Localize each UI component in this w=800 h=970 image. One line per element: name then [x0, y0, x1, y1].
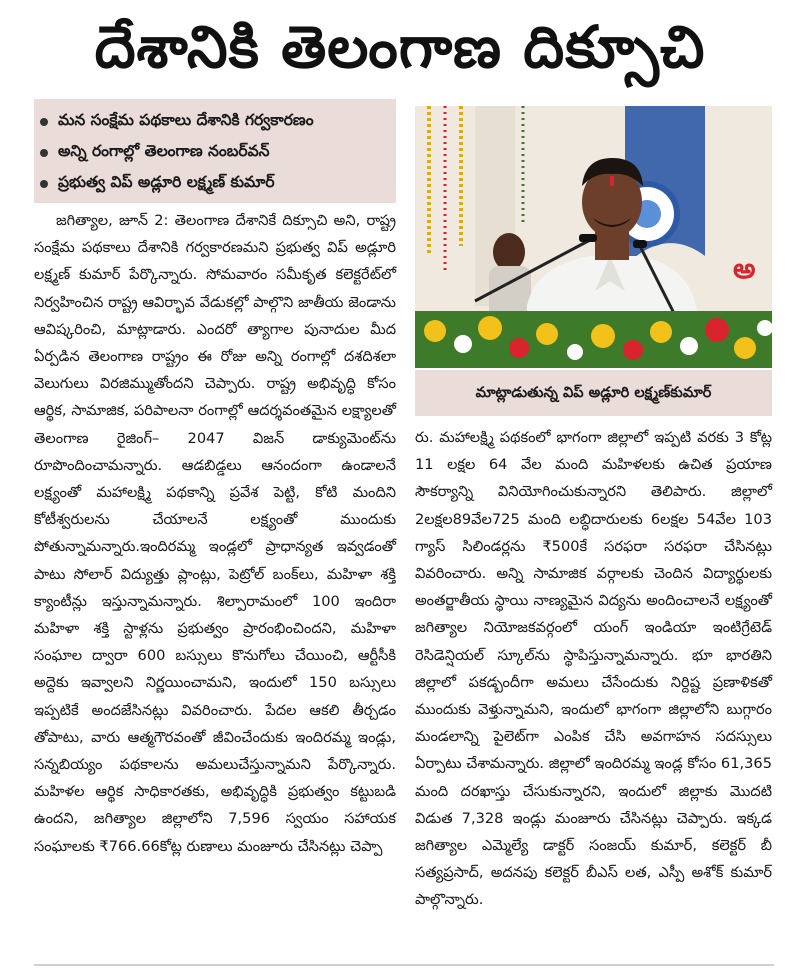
bullet-icon: [40, 180, 48, 188]
article-paragraph: రు. మహాలక్ష్మి పథకంలో భాగంగా జిల్లాలో ఇప్పటి వరకు 3 కోట్ల 11 లక్షల 64 వేల మంది మహిళలకు ఉచిత ప్రయాణ సౌకర్యాన్ని వినియోగించుకున్నారని తెలిపారు. జిల్లాలో 2లక్షల89వేల725 మంది లబ్ధిదారులకు 6లక్షల 54వేల 103 గ్యాస్ సిలిండర్లను ₹500కే సరఫరా సరఫరా చేసినట్లు వివరించారు. అన్ని సామాజిక వర్గాలకు చెందిన విద్యార్థులకు అంతర్జాతీయ స్థాయి నాణ్యమైన విద్యను అందించాలనే లక్ష్యంతో జగిత్యాల నియోజకవర్గంలో యంగ్ ఇండియా ఇంటిగ్రేటెడ్ రెసిడెన్షియల్ స్కూల్‌ను స్థాపిస్తున్నామన్నారు. భూ భారతిని జిల్లాలో పకడ్బందీగా అమలు చేసేందుకు నిర్దిష్ట ప్రణాళికతో ముందుకు వెళ్తున్నామని, ఇందులో భాగంగా జిల్లాలోని బుగ్గారం మండలాన్ని పైలెట్‌గా ఎంపిక చేసి అవగాహన సదస్సులు ఏర్పాటు చేశామన్నారు. జిల్లాలో ఇందిరమ్మ ఇండ్ల కోసం 61,365 మంది దరఖాస్తు చేసుకున్నారని, ఇందులో జిల్లాకు మొదటి విడుత 7,328 ఇండ్లు మంజూరు చేసినట్లు చెప్పారు. ఇక్కడ జగిత్యాల ఎమ్మెల్యే డాక్టర్ సంజయ్ కుమార్, కలెక్టర్ బీ సత్యప్రసాద్, అదనపు కలెక్టర్ బీఎస్ లత, ఎస్పీ అశోక్ కుమార్ పాల్గొన్నారు.: [415, 429, 772, 909]
article-paragraph: జగిత్యాల, జూన్ 2: తెలంగాణ దేశానికే దిక్సూచి అని, రాష్ట్ర సంక్షేమ పథకాలు దేశానికి గర్వకారణమని ప్రభుత్వ విప్ అడ్లూరి లక్ష్మణ్ కుమార్ పేర్కొన్నారు. సోమవారం సమీకృత కలెక్టరేట్‌లో నిర్వహించిన రాష్ట్ర ఆవిర్భావ వేడుకల్లో పాల్గొని జాతీయ జెండాను ఆవిష్కరించి, మాట్లాడారు. ఎందరో త్యాగాల పునాదుల మీద ఏర్పడిన తెలంగాణ రాష్ట్రం ఈ రోజు అన్ని రంగాల్లో దశదిశలా వెలుగులు విరజిమ్ముతోందని చెప్పారు. రాష్ట్ర అభివృద్ధి కోసం ఆర్థిక, సామాజిక, పరిపాలనా రంగాల్లో ఆదర్శవంతమైన లక్ష్యాలతో తెలంగాణ రైజింగ్– 2047 విజన్ డాక్యుమెంట్‌ను రూపొందించామన్నారు. ఆడబిడ్డలు ఆనందంగా ఉండాలనే లక్ష్యంతో మహాలక్ష్మి పథకాన్ని ప్రవేశ పెట్టి, కోటి మందిని కోటీశ్వరులను చేయాలనే లక్ష్యంతో ముందుకు పోతున్నామన్నారు.ఇందిరమ్మ ఇండ్లలో ప్రాధాన్యత ఇవ్వడంతో పాటు సోలార్ విద్యుత్తు ప్లాంట్లు, పెట్రోల్ బంక్‌లు, మహిళా శక్తి క్యాంటీన్లు ఇస్తున్నామన్నారు. శిల్పారామంలో 100 ఇందిరా మహిళా శక్తి స్టాళ్లను ప్రభుత్వం ప్రారంభించిందని, మహిళా సంఘాల ద్వారా 600 బస్సులు కొనుగోలు చేయించి, ఆర్టీసీకి అద్దెకు ఇవ్వాలని నిర్ణయించామని, ఇందులో 150 బస్సులు ఇప్పటికే అందజేసినట్లు వివరించారు. పేదల ఆకలి తీర్చడం తోపాటు, వారు ఆత్మగౌరవంతో జీవించేందుకు ఇందిరమ్మ ఇండ్లు, సన్నబియ్యం పథకాలను అమలుచేస్తున్నామని పేర్కొన్నారు. మహిళల ఆర్థిక సాధికారతకు, అభివృద్ధికి ప్రభుత్వం కట్టుబడి ఉందని, జగిత్యాల జిల్లాలోని 7,596 స్వయం సహాయక సంఘాలకు ₹766.66కోట్ల రుణాలు మంజూరు చేసినట్లు చెప్పా: [34, 212, 396, 855]
bottom-divider: [34, 964, 774, 966]
highlights-box: [34, 99, 396, 203]
article-column-left: [34, 207, 396, 957]
highlight-item: [34, 137, 396, 168]
highlight-text: ప్రభుత్వ విప్ అడ్లూరి లక్ష్మణ్ కుమార్: [58, 172, 275, 191]
highlight-item: [34, 168, 396, 199]
photo-caption: మాట్లాడుతున్న విప్ అడ్లూరి లక్ష్మణ్‌కుమార్: [415, 370, 772, 416]
article-column-right: [415, 424, 772, 958]
headline: దేశానికి తెలంగాణ దిక్సూచి: [94, 13, 706, 81]
bullet-icon: [40, 149, 48, 157]
news-photo: [415, 106, 772, 368]
bullet-icon: [40, 118, 48, 126]
highlight-item: [34, 106, 396, 137]
svg-text:అ: అ: [733, 252, 756, 285]
speaker-photo: [415, 106, 772, 368]
highlight-text: మన సంక్షేమ పథకాలు దేశానికి గర్వకారణం: [58, 110, 314, 129]
highlight-text: అన్ని రంగాల్లో తెలంగాణ నంబర్‌వన్: [58, 141, 270, 160]
